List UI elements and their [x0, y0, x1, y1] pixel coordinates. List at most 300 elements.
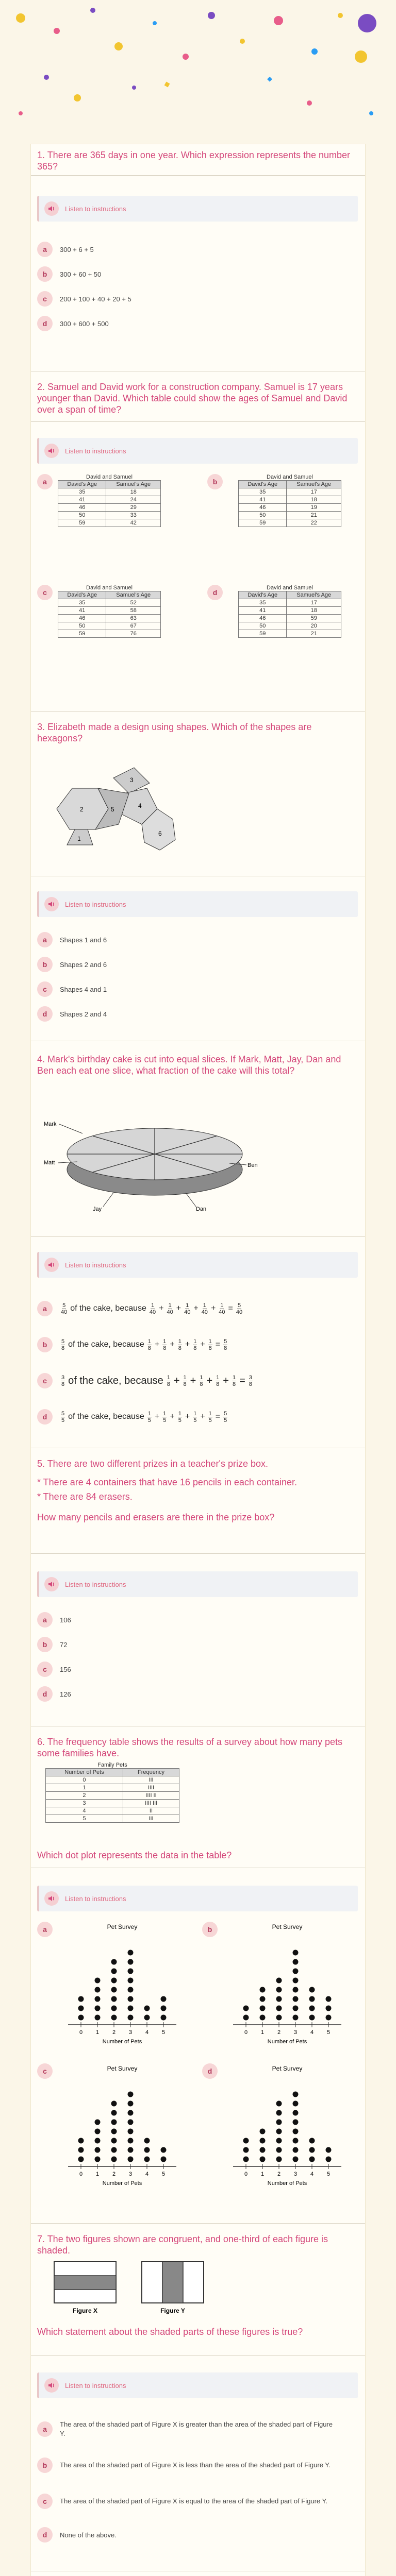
option-lead: of the cake, because — [70, 1304, 146, 1313]
option-letter: a — [37, 242, 53, 257]
data-dot — [111, 2110, 117, 2116]
speaker-icon — [44, 444, 59, 458]
table-cell: 50 — [58, 512, 106, 519]
listen-bar[interactable] — [37, 438, 358, 464]
option-text: 300 + 6 + 5 — [60, 245, 94, 253]
data-dot — [293, 1987, 299, 1993]
table-title: David and Samuel — [86, 474, 133, 480]
data-dot — [78, 2015, 84, 2021]
tick-label: 3 — [128, 2171, 133, 2177]
data-dot — [293, 1978, 299, 1984]
x-axis-label: Number of Pets — [267, 2180, 307, 2187]
data-dot — [293, 2138, 299, 2144]
option-d[interactable] — [37, 311, 358, 336]
option-b[interactable] — [202, 1922, 357, 2056]
fraction: $\frac{1}{40}$ — [167, 1302, 173, 1315]
data-dot — [161, 2157, 167, 2162]
option-a[interactable] — [37, 1291, 358, 1327]
tick-label: 5 — [161, 2171, 166, 2177]
data-dot — [293, 1996, 299, 2002]
data-dot — [276, 1978, 282, 1984]
table-cell: 58 — [106, 607, 161, 615]
option-text: The area of the shaded part of Figure X is equal to the area of the shaded part of Figure Y. — [60, 2497, 328, 2505]
option-c[interactable] — [37, 2063, 192, 2197]
option-lead: of the cake, because — [68, 1412, 144, 1421]
data-dot — [326, 1996, 332, 2002]
tick-label: 2 — [277, 2029, 281, 2036]
option-text: 106 — [60, 1616, 71, 1624]
option-text: The area of the shaded part of Figure X is less than the area of the shaded part of Figure Y. — [60, 2461, 331, 2469]
tick-label: 4 — [145, 2171, 149, 2177]
data-dot — [243, 2138, 249, 2144]
fraction: $\frac{1}{5}$ — [178, 1410, 182, 1423]
table-cell: 52 — [106, 599, 161, 607]
data-dot — [276, 2110, 282, 2116]
tick-label: 5 — [161, 2029, 166, 2036]
option-b[interactable] — [37, 1327, 358, 1363]
question-5 — [37, 1458, 358, 1523]
option-letter: d — [202, 2063, 218, 2079]
option-d[interactable] — [37, 1682, 358, 1706]
shape-label: 6 — [158, 830, 162, 837]
plot-title: Pet Survey — [107, 2065, 138, 2072]
divider — [31, 1236, 365, 1237]
question-text: 7. The two figures shown are congruent, and one-third of each figure is shaded. — [37, 2234, 328, 2256]
plot-title: Pet Survey — [107, 1923, 138, 1930]
question-text: 1. There are 365 days in one year. Which expression represents the number 365? — [37, 150, 351, 172]
listen-label: Listen to instructions — [65, 1580, 126, 1588]
fraction: $\frac{1}{8}$ — [193, 1338, 197, 1351]
q1-options — [37, 237, 358, 336]
column-header: David's Age — [239, 481, 287, 488]
divider — [31, 175, 365, 176]
data-dot — [260, 2006, 266, 2011]
data-dot — [111, 2015, 117, 2021]
option-letter: b — [37, 957, 53, 972]
dot-plot — [225, 1922, 349, 2050]
cake-name-label: Dan — [196, 1206, 207, 1212]
question-6 — [37, 1736, 358, 1759]
table-row — [46, 1776, 179, 1784]
listen-label: Listen to instructions — [65, 1261, 126, 1269]
fraction: $\frac{3}{8}$ — [61, 1374, 65, 1387]
table-row — [58, 622, 161, 630]
option-letter: d — [207, 585, 223, 600]
listen-label: Listen to instructions — [65, 900, 126, 908]
data-dot — [293, 2147, 299, 2153]
data-dot — [161, 2015, 167, 2021]
data-dot — [293, 2015, 299, 2021]
divider — [31, 421, 365, 422]
option-d[interactable] — [207, 585, 341, 638]
option-c[interactable] — [37, 585, 161, 638]
fraction: $\frac{1}{8}$ — [178, 1338, 182, 1351]
table-cell: 17 — [287, 488, 341, 496]
option-text: 200 + 100 + 40 + 20 + 5 — [60, 295, 131, 303]
cake-name-label: Mark — [44, 1121, 57, 1127]
table-cell: 5 — [46, 1815, 123, 1823]
fraction: $\frac{1}{8}$ — [147, 1338, 151, 1351]
table-row — [46, 1792, 179, 1800]
data-dot — [95, 2015, 101, 2021]
column-header: Frequency — [123, 1769, 179, 1776]
divider — [31, 1553, 365, 1554]
table-row — [58, 615, 161, 622]
table-row — [239, 630, 341, 638]
option-letter: a — [37, 2421, 53, 2437]
option-text: 156 — [60, 1665, 71, 1673]
shape-label: 1 — [77, 835, 81, 842]
dot-plot — [60, 2063, 184, 2192]
data-dot — [95, 2147, 101, 2153]
option-c[interactable] — [37, 286, 358, 311]
option-a[interactable] — [37, 1607, 358, 1632]
tick-label: 0 — [244, 2171, 248, 2177]
q4-options — [37, 1291, 358, 1435]
data-dot — [293, 2101, 299, 2107]
option-d[interactable] — [37, 1002, 358, 1026]
data-dot — [309, 1996, 315, 2002]
table-cell: 35 — [239, 488, 287, 496]
data-dot — [95, 1978, 101, 1984]
option-letter: d — [37, 1409, 53, 1425]
data-dot — [128, 1950, 134, 1956]
option-letter: c — [37, 1662, 53, 1677]
option-lead: of the cake, because — [68, 1340, 144, 1349]
fraction: $\frac{5}{5}$ — [61, 1410, 65, 1423]
data-dot — [309, 2157, 315, 2162]
data-dot — [128, 1996, 134, 2002]
fraction: $\frac{5}{8}$ — [224, 1338, 227, 1351]
data-dot — [276, 2129, 282, 2134]
data-dot — [276, 1996, 282, 2002]
speaker-icon — [44, 1891, 59, 1906]
shape-label: 4 — [138, 802, 142, 809]
fraction: $\frac{5}{40}$ — [236, 1302, 243, 1315]
column-header: Samuel's Age — [106, 481, 161, 488]
tick-label: 3 — [293, 2171, 298, 2177]
data-dot — [276, 1987, 282, 1993]
table-row — [58, 488, 161, 496]
table-title: Family Pets — [97, 1762, 127, 1768]
tick-label: 1 — [260, 2171, 265, 2177]
table-cell: 41 — [239, 607, 287, 615]
data-dot — [293, 2129, 299, 2134]
data-dot — [260, 2157, 266, 2162]
column-header: David's Age — [58, 481, 106, 488]
data-dot — [128, 2147, 134, 2153]
data-dot — [293, 2157, 299, 2162]
listen-bar[interactable] — [37, 1886, 358, 1911]
shape-label: 3 — [130, 776, 134, 784]
table-cell: 35 — [239, 599, 287, 607]
option-text: Shapes 4 and 1 — [60, 985, 107, 993]
cake-name-label: Jay — [93, 1206, 102, 1212]
table-row — [46, 1784, 179, 1792]
table-row — [239, 504, 341, 512]
option-c[interactable] — [37, 1657, 358, 1682]
option-a[interactable] — [37, 2411, 358, 2447]
table-cell: 0 — [46, 1776, 123, 1784]
data-dot — [293, 2120, 299, 2125]
option-a[interactable] — [37, 927, 358, 952]
option-letter: c — [37, 1373, 53, 1388]
fraction: $\frac{5}{8}$ — [61, 1338, 65, 1351]
dot-plot — [60, 1922, 184, 2050]
question-text: 6. The frequency table shows the results of a survey about how many pets some families have. — [37, 1737, 342, 1758]
data-dot — [128, 2110, 134, 2116]
tally-cell: II — [123, 1807, 179, 1815]
option-d[interactable] — [37, 2519, 358, 2550]
option-b[interactable] — [207, 474, 341, 527]
option-a[interactable] — [37, 237, 358, 262]
data-dot — [95, 1996, 101, 2002]
data-dot — [78, 1996, 84, 2002]
shape-label: 5 — [111, 806, 114, 813]
table-row — [239, 599, 341, 607]
table-row — [58, 599, 161, 607]
dot-plot — [225, 2063, 349, 2192]
table-cell: 41 — [239, 496, 287, 504]
data-dot — [111, 2120, 117, 2125]
listen-bar[interactable] — [37, 1252, 358, 1278]
plot-title: Pet Survey — [272, 1923, 303, 1930]
option-a[interactable] — [37, 474, 161, 527]
data-dot — [128, 2015, 134, 2021]
data-dot — [309, 1987, 315, 1993]
question-text: Which statement about the shaded parts of these figures is true? — [37, 2327, 303, 2337]
data-dot — [111, 2147, 117, 2153]
listen-label: Listen to instructions — [65, 1894, 126, 1903]
data-dot — [144, 2147, 150, 2153]
tally-cell: IIII III — [123, 1800, 179, 1807]
data-dot — [260, 2015, 266, 2021]
column-header: Samuel's Age — [287, 481, 341, 488]
data-dot — [293, 2006, 299, 2011]
data-dot — [144, 2138, 150, 2144]
table-cell: 17 — [287, 599, 341, 607]
question-text: 5. There are two different prizes in a teacher's prize box. — [37, 1459, 269, 1469]
table-title: David and Samuel — [86, 585, 133, 591]
tick-label: 2 — [112, 2029, 116, 2036]
fraction: $\frac{1}{40}$ — [219, 1302, 225, 1315]
listen-bar[interactable] — [37, 1571, 358, 1597]
fraction: $\frac{3}{8}$ — [249, 1374, 252, 1387]
table-title: David and Samuel — [267, 474, 313, 480]
data-dot — [78, 2157, 84, 2162]
option-b[interactable] — [37, 262, 358, 286]
table-cell: 50 — [239, 512, 287, 519]
question-3 — [37, 721, 358, 744]
data-dot — [95, 1987, 101, 1993]
option-letter: d — [37, 1006, 53, 1022]
column-header: Samuel's Age — [287, 591, 341, 599]
option-text: Shapes 2 and 4 — [60, 1010, 107, 1018]
table-cell: 2 — [46, 1792, 123, 1800]
shape-label: 2 — [80, 806, 84, 813]
option-letter: b — [207, 474, 223, 489]
table-row — [46, 1800, 179, 1807]
fraction: $\frac{1}{8}$ — [216, 1374, 220, 1387]
question-text: Which dot plot represents the data in the table? — [37, 1850, 232, 1860]
data-dot — [260, 1987, 266, 1993]
data-dot — [95, 2006, 101, 2011]
table-row — [239, 607, 341, 615]
column-header: Number of Pets — [46, 1769, 123, 1776]
data-dot — [293, 1969, 299, 1974]
table-cell: 63 — [106, 615, 161, 622]
table-cell: 18 — [287, 607, 341, 615]
data-dot — [260, 2138, 266, 2144]
data-dot — [128, 2006, 134, 2011]
speaker-icon — [44, 201, 59, 216]
table-row — [58, 630, 161, 638]
data-dot — [144, 2006, 150, 2011]
listen-bar[interactable] — [37, 196, 358, 222]
tick-label: 2 — [112, 2171, 116, 2177]
data-dot — [260, 1996, 266, 2002]
table-cell: 22 — [287, 519, 341, 527]
option-text: The area of the shaded part of Figure X is greater than the area of the shaded part of Figure Y. — [60, 2420, 333, 2437]
option-d[interactable] — [37, 1399, 358, 1435]
listen-label: Listen to instructions — [65, 2381, 126, 2389]
option-letter: b — [37, 1637, 53, 1652]
data-dot — [309, 2138, 315, 2144]
option-a[interactable] — [37, 1922, 192, 2056]
data-dot — [309, 2147, 315, 2153]
data-dot — [128, 2129, 134, 2134]
fraction: $\frac{1}{40}$ — [201, 1302, 208, 1315]
listen-bar[interactable] — [37, 891, 358, 917]
figure-x-label: Figure X — [72, 2307, 98, 2314]
x-axis-label: Number of Pets — [102, 2180, 142, 2187]
table-cell: 19 — [287, 504, 341, 512]
age-table — [238, 585, 341, 638]
fraction: $\frac{1}{40}$ — [149, 1302, 156, 1315]
tick-label: 5 — [326, 2029, 331, 2036]
cake-figure — [41, 1097, 268, 1216]
option-c[interactable] — [37, 1363, 358, 1399]
listen-label: Listen to instructions — [65, 205, 126, 213]
option-text: 72 — [60, 1640, 68, 1649]
tally-cell: IIII II — [123, 1792, 179, 1800]
option-letter: b — [37, 1337, 53, 1352]
data-dot — [78, 2147, 84, 2153]
speaker-icon — [44, 897, 59, 911]
table-row — [58, 519, 161, 527]
fraction: $\frac{5}{5}$ — [224, 1410, 227, 1423]
data-dot — [276, 2147, 282, 2153]
option-letter: d — [37, 2527, 53, 2543]
data-dot — [111, 1978, 117, 1984]
option-letter: c — [37, 2494, 53, 2509]
data-dot — [111, 1959, 117, 1965]
table-row — [239, 622, 341, 630]
option-b[interactable] — [37, 1632, 358, 1657]
option-lead: of the cake, because — [68, 1375, 163, 1386]
table-cell: 20 — [287, 622, 341, 630]
data-dot — [128, 1978, 134, 1984]
table-cell: 41 — [58, 496, 106, 504]
tick-label: 4 — [145, 2029, 149, 2036]
listen-bar[interactable] — [37, 2372, 358, 2398]
fraction: $\frac{1}{5}$ — [147, 1410, 151, 1423]
column-header: David's Age — [239, 591, 287, 599]
data-dot — [128, 1969, 134, 1974]
table-row — [239, 488, 341, 496]
option-text: $\frac{5}{5}$ of the cake, because $\frac{1}{5}$ + $\frac{1}{5}$ + $\frac{1}{5}$ + $\frac{1}{5}$ + $\frac{1}{5}$ = $\frac{5}{5}$ — [61, 1410, 227, 1423]
data-dot — [111, 2138, 117, 2144]
data-dot — [128, 2138, 134, 2144]
confetti-banner — [0, 0, 396, 155]
option-c[interactable] — [37, 2483, 358, 2519]
table-row — [239, 519, 341, 527]
option-b[interactable] — [37, 2447, 358, 2483]
data-dot — [326, 2157, 332, 2162]
data-dot — [111, 2006, 117, 2011]
question-text: * There are 4 containers that have 16 pencils in each container. — [37, 1477, 297, 1487]
q7-options — [37, 2411, 358, 2550]
tick-label: 3 — [128, 2029, 133, 2036]
data-dot — [161, 2006, 167, 2011]
data-dot — [128, 2120, 134, 2125]
tick-label: 1 — [260, 2029, 265, 2036]
data-dot — [144, 2015, 150, 2021]
fraction: $\frac{1}{5}$ — [163, 1410, 167, 1423]
table-row — [58, 607, 161, 615]
option-letter: c — [37, 981, 53, 997]
option-text: 300 + 60 + 50 — [60, 270, 102, 278]
table-cell: 59 — [58, 630, 106, 638]
data-dot — [326, 2006, 332, 2011]
tick-label: 3 — [293, 2029, 298, 2036]
table-cell: 67 — [106, 622, 161, 630]
data-dot — [111, 2101, 117, 2107]
data-dot — [128, 1959, 134, 1965]
data-dot — [276, 2101, 282, 2107]
data-dot — [111, 2129, 117, 2134]
data-dot — [111, 1996, 117, 2002]
data-dot — [293, 1950, 299, 1956]
data-dot — [293, 1959, 299, 1965]
table-cell: 59 — [287, 615, 341, 622]
data-dot — [276, 2157, 282, 2162]
data-dot — [95, 2120, 101, 2125]
table-row — [239, 615, 341, 622]
tick-label: 2 — [277, 2171, 281, 2177]
divider — [31, 2223, 365, 2224]
data-dot — [243, 2157, 249, 2162]
table-cell: 24 — [106, 496, 161, 504]
option-d[interactable] — [202, 2063, 357, 2197]
column-header: David's Age — [58, 591, 106, 599]
q3-options — [37, 927, 358, 1026]
family-pets-table — [45, 1762, 179, 1823]
table-cell: 35 — [58, 488, 106, 496]
option-letter: b — [202, 1922, 218, 1937]
option-b[interactable] — [37, 952, 358, 977]
question-text: 3. Elizabeth made a design using shapes. Which of the shapes are hexagons? — [37, 722, 312, 743]
option-text: None of the above. — [60, 2531, 117, 2539]
data-dot — [276, 2120, 282, 2125]
option-letter: b — [37, 266, 53, 282]
data-dot — [260, 2129, 266, 2134]
option-c[interactable] — [37, 977, 358, 1002]
data-dot — [128, 2101, 134, 2107]
congruent-figures — [49, 2259, 219, 2321]
tally-cell: III — [123, 1776, 179, 1784]
table-row — [46, 1815, 179, 1823]
